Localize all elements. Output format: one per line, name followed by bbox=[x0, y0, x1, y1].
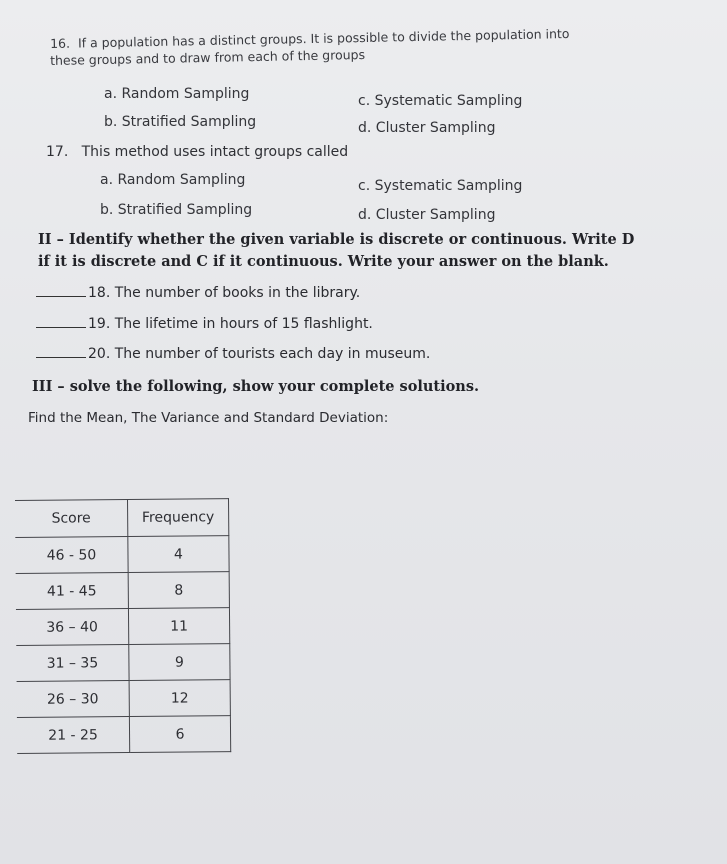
frequency-cell: 8 bbox=[128, 572, 229, 609]
q17-option-b: b. Stratified Sampling bbox=[100, 202, 253, 218]
table-header-row bbox=[15, 499, 229, 538]
table-header-score: Score bbox=[15, 500, 128, 538]
q17-text: This method uses intact groups called bbox=[81, 144, 349, 160]
score-cell: 36 – 40 bbox=[16, 609, 129, 646]
answer-blank[interactable] bbox=[36, 327, 86, 328]
table-row bbox=[17, 716, 231, 754]
table-row bbox=[16, 644, 230, 682]
q16-option-c: c. Systematic Sampling bbox=[358, 93, 523, 109]
frequency-table bbox=[15, 498, 231, 754]
frequency-cell: 6 bbox=[129, 716, 230, 753]
table-row bbox=[16, 608, 230, 646]
table-header-frequency: Frequency bbox=[128, 499, 229, 537]
part2-item-20 bbox=[36, 346, 430, 362]
q17-option-a: a. Random Sampling bbox=[100, 172, 246, 188]
q16-text-line2: these groups and to draw from each of the groups bbox=[50, 46, 366, 68]
q16-option-d: d. Cluster Sampling bbox=[358, 120, 496, 136]
part3-heading: III – solve the following, show your complete solutions. bbox=[32, 378, 480, 395]
score-cell: 46 - 50 bbox=[15, 537, 128, 574]
answer-blank[interactable] bbox=[36, 296, 86, 297]
item-text: 19. The lifetime in hours of 15 flashlight. bbox=[88, 316, 373, 332]
q16-number: 16. bbox=[50, 35, 71, 51]
part2-heading-line1: II – Identify whether the given variable is discrete or continuous. Write D bbox=[38, 231, 635, 248]
q17-line bbox=[46, 144, 348, 160]
q16-option-a: a. Random Sampling bbox=[104, 86, 250, 102]
score-cell: 26 – 30 bbox=[17, 681, 130, 718]
table-row bbox=[15, 536, 229, 574]
q16-text-line1: If a population has a distinct groups. It is possible to divide the population into bbox=[77, 26, 570, 51]
part2-item-19 bbox=[36, 316, 373, 332]
part2-heading-line2: if it is discrete and C if it continuous. Write your answer on the blank. bbox=[38, 253, 609, 270]
table-row bbox=[16, 572, 230, 610]
answer-blank[interactable] bbox=[36, 357, 86, 358]
frequency-cell: 12 bbox=[129, 680, 230, 717]
frequency-cell: 4 bbox=[128, 536, 229, 573]
part2-item-18 bbox=[36, 285, 360, 301]
q16-option-b: b. Stratified Sampling bbox=[104, 114, 257, 130]
item-text: 18. The number of books in the library. bbox=[88, 285, 361, 301]
score-cell: 21 - 25 bbox=[17, 717, 130, 754]
q17-number: 17. bbox=[46, 144, 69, 160]
item-text: 20. The number of tourists each day in museum. bbox=[88, 346, 431, 362]
frequency-cell: 11 bbox=[128, 608, 229, 645]
frequency-cell: 9 bbox=[129, 644, 230, 681]
q17-option-c: c. Systematic Sampling bbox=[358, 178, 523, 194]
q17-option-d: d. Cluster Sampling bbox=[358, 207, 496, 223]
table-row bbox=[17, 680, 231, 718]
score-cell: 41 - 45 bbox=[16, 573, 129, 610]
score-cell: 31 – 35 bbox=[16, 645, 129, 682]
part3-instruction: Find the Mean, The Variance and Standard Deviation: bbox=[28, 410, 389, 426]
